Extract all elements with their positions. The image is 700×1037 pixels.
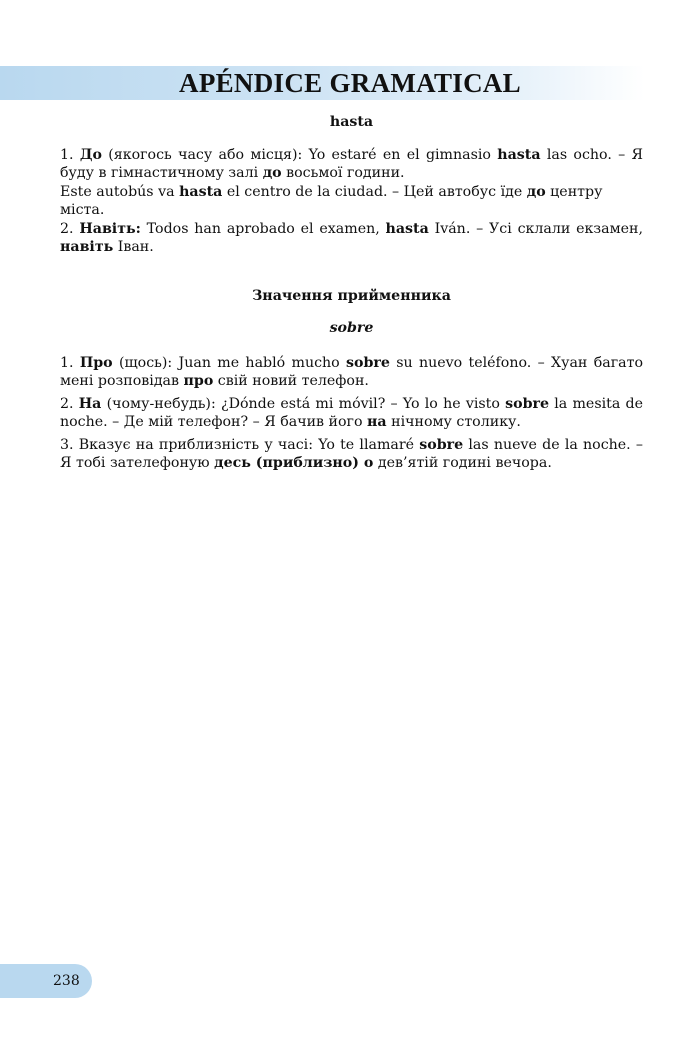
keyword: про [183, 373, 214, 389]
keyword: На [78, 395, 102, 412]
keyword: Навіть: [79, 220, 141, 237]
text-run: su nuevo teléfono. – Хуан багато мені розповідав [60, 354, 643, 389]
text-run: дев’ятій годині вечора. [373, 455, 552, 471]
section-sobre-subtitle: sobre [329, 320, 374, 336]
text-run: восьмої години. [281, 165, 405, 181]
text-run: Iván. – Усі склали екзамен, [428, 220, 643, 237]
page-title: APÉNDICE GRAMATICAL [179, 68, 521, 98]
text-run: центру міста. [60, 183, 603, 218]
item-number: 1. [60, 354, 80, 371]
hasta-meaning-2 [60, 220, 643, 257]
text-run: Іван. [113, 239, 154, 255]
keyword: десь (приблизно) о [214, 455, 374, 471]
content [60, 113, 643, 473]
text-run: 3. Вказує на приблизність у часі: Yo te llamaré [60, 436, 420, 453]
hasta-example-2 [60, 183, 643, 220]
item-number: 2. [60, 395, 79, 412]
text-run: el centro de la ciudad. – Цей автобус їде [222, 183, 527, 200]
keyword: до [526, 183, 546, 200]
keyword: Про [79, 354, 113, 371]
text-run: нічному столику. [386, 414, 521, 430]
keyword: До [79, 146, 102, 163]
keyword: до [262, 165, 282, 181]
hasta-meaning-1 [60, 146, 643, 183]
keyword: sobre [505, 395, 550, 412]
section-hasta-title: hasta [329, 114, 374, 130]
text-run: (щось): Juan me habló mucho [112, 354, 347, 371]
sobre-meaning-2 [60, 395, 643, 432]
keyword: на [367, 414, 387, 430]
text-run: свій новий телефон. [213, 373, 369, 389]
text-run: las nueve de la noche. – Я тобі зателефоную [60, 436, 643, 471]
text-run: Todos han aprobado el examen, [140, 220, 386, 237]
keyword: sobre [419, 436, 464, 453]
keyword: sobre [346, 354, 390, 371]
text-run: las ocho. – Я буду в гімнастичному залі [60, 146, 644, 181]
text-run: (чому-небудь): ¿Dónde está mi móvil? – Yo lo he visto [101, 395, 506, 412]
item-number: 2. [60, 220, 80, 237]
text-run: (якогось часу або місця): Yo estaré en el gimnasio [101, 146, 498, 163]
page-number: 238 [53, 973, 80, 989]
sobre-meaning-1 [60, 354, 643, 391]
item-number: 1. [60, 146, 80, 163]
sobre-meaning-3 [60, 436, 643, 473]
keyword: hasta [179, 183, 223, 200]
keyword: hasta [497, 146, 541, 163]
text-run: Este autobús va [60, 183, 180, 200]
text-run: la mesita de noche. – Де мій телефон? – Я бачив його [60, 395, 643, 430]
section-sobre-title: Значення прийменника [252, 287, 451, 304]
keyword: навіть [60, 239, 114, 255]
keyword: hasta [385, 220, 429, 237]
